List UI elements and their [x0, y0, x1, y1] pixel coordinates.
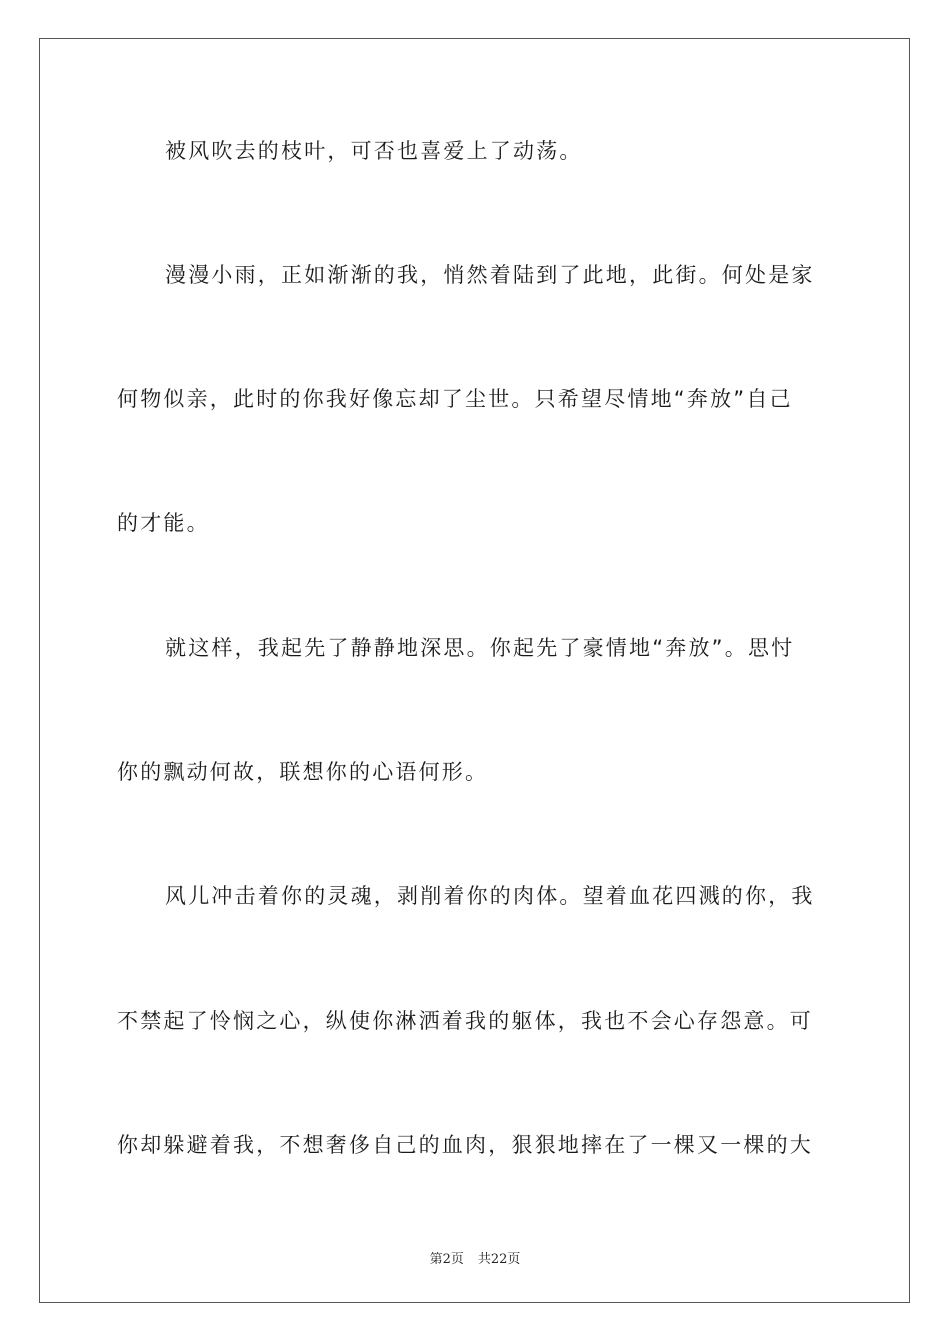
- page-number: 第2页: [429, 1252, 464, 1267]
- paragraph-line: 就这样，我起先了静静地深思。你起先了豪情地“奔放”。思忖: [165, 636, 795, 660]
- paragraph-line: 被风吹去的枝叶，可否也喜爱上了动荡。: [165, 139, 583, 163]
- paragraph-line: 的才能。: [117, 511, 210, 535]
- paragraph-line: 风儿冲击着你的灵魂，剥削着你的肉体。望着血花四溅的你，我: [165, 884, 815, 908]
- paragraph-line: 不禁起了怜悯之心，纵使你淋洒着我的躯体，我也不会心存怨意。可: [117, 1009, 813, 1033]
- paragraph-line: 你的飘动何故，联想你的心语何形。: [117, 760, 489, 784]
- paragraph-line: 何物似亲，此时的你我好像忘却了尘世。只希望尽情地“奔放”自己: [117, 387, 793, 411]
- page-frame: [39, 38, 910, 1303]
- page-footer: [0, 1248, 950, 1267]
- paragraph-line: 漫漫小雨，正如渐渐的我，悄然着陆到了此地，此街。何处是家: [165, 263, 815, 287]
- page-total: 共22页: [477, 1252, 521, 1267]
- paragraph-line: 你却躲避着我，不想奢侈自己的血肉，狠狠地摔在了一棵又一棵的大: [117, 1133, 813, 1157]
